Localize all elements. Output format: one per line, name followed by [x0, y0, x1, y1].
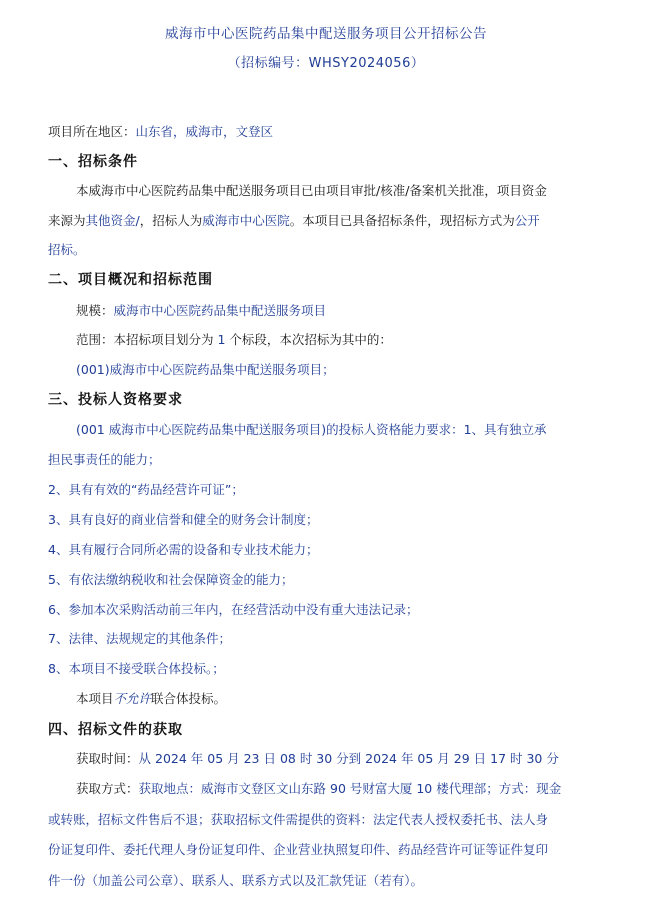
text: ，招标人为	[139, 213, 203, 228]
section-heading-documents: 四、招标文件的获取	[48, 722, 183, 738]
qualification-item: 3、具有良好的商业信誉和健全的财务会计制度；	[48, 512, 319, 527]
acquisition-time	[76, 750, 559, 768]
tender-method: 公开	[514, 213, 540, 228]
text: 联合体投标。	[151, 691, 227, 706]
qualification-item: 7、法律、法规规定的其他条件；	[48, 631, 231, 646]
section-heading-overview: 二、项目概况和招标范围	[48, 272, 213, 288]
qualification-intro-1	[76, 421, 547, 439]
lot-count: 1	[217, 332, 226, 347]
method-value: 获取地点：威海市文登区文山东路 90 号财富大厦 10 楼代理部；方式：现金	[138, 781, 562, 796]
conditions-line-3	[48, 241, 86, 259]
method-label: 获取方式：	[76, 781, 139, 796]
qualification-item: 8、本项目不接受联合体投标。；	[48, 661, 225, 676]
scale-value: 威海市中心医院药品集中配送服务项目	[113, 303, 327, 318]
project-scale	[76, 302, 326, 320]
qualification-item: 6、参加本次采购活动前三年内，在经营活动中没有重大违法记录；	[48, 602, 419, 617]
text: 个标段，本次招标为其中的：	[225, 332, 392, 347]
text: 本项目	[76, 691, 114, 706]
text: 来源为	[48, 213, 86, 228]
conditions-line-2	[48, 212, 540, 230]
acquisition-method-3: 份证复印件、委托代理人身份证复印件、企业营业执照复印件、药品经营许可证等证件复印	[48, 842, 549, 857]
conditions-line-1: 本威海市中心医院药品集中配送服务项目已由项目审批/核准/备案机关批准，项目资金	[76, 183, 547, 198]
consortium-status: 不允许	[113, 691, 152, 706]
notice-number: （招标编号：WHSY2024056）	[227, 56, 425, 71]
text: 的投标人资格能力要求：1、具有独立承	[326, 422, 547, 437]
acquisition-method-2: 或转账，招标文件售后不退；获取招标文件需提供的资料：法定代表人授权委托书、法人身	[48, 812, 549, 827]
text: 范围：本招标项目划分为	[76, 332, 218, 347]
project-location	[48, 123, 273, 141]
tender-method-cont: 招标。	[48, 242, 86, 257]
time-value: 从 2024 年 05 月 23 日 08 时 30 分到 2024 年 05 月 29 日 17 时 30 分	[138, 751, 559, 766]
lot-item: (001)威海市中心医院药品集中配送服务项目；	[76, 362, 335, 377]
location-label: 项目所在地区：	[48, 124, 136, 139]
acquisition-method-4: 件一份（加盖公司公章）、联系人、联系方式以及汇款凭证（若有）。	[48, 873, 424, 888]
qualification-item: 2、具有有效的“药品经营许可证”；	[48, 482, 244, 497]
time-label: 获取时间：	[76, 751, 139, 766]
section-heading-qualifications: 三、投标人资格要求	[48, 392, 183, 408]
scale-label: 规模：	[76, 303, 114, 318]
tenderer-name: 威海市中心医院	[202, 213, 290, 228]
location-value: 山东省，威海市，文登区	[135, 124, 274, 139]
page-title: 威海市中心医院药品集中配送服务项目公开招标公告	[165, 26, 487, 42]
project-scope	[76, 331, 392, 349]
section-heading-conditions: 一、招标条件	[48, 154, 138, 170]
qualification-item: 5、有依法缴纳税收和社会保障资金的能力；	[48, 572, 294, 587]
lot-reference: (001 威海市中心医院药品集中配送服务项目)	[76, 422, 327, 437]
funding-source: 其他资金/	[85, 213, 140, 228]
qualification-intro-2: 担民事责任的能力；	[48, 452, 161, 467]
consortium-note	[76, 690, 226, 708]
text: 。本项目已具备招标条件，现招标方式为	[289, 213, 515, 228]
qualification-item: 4、具有履行合同所必需的设备和专业技术能力；	[48, 542, 319, 557]
acquisition-method-1	[76, 780, 561, 798]
